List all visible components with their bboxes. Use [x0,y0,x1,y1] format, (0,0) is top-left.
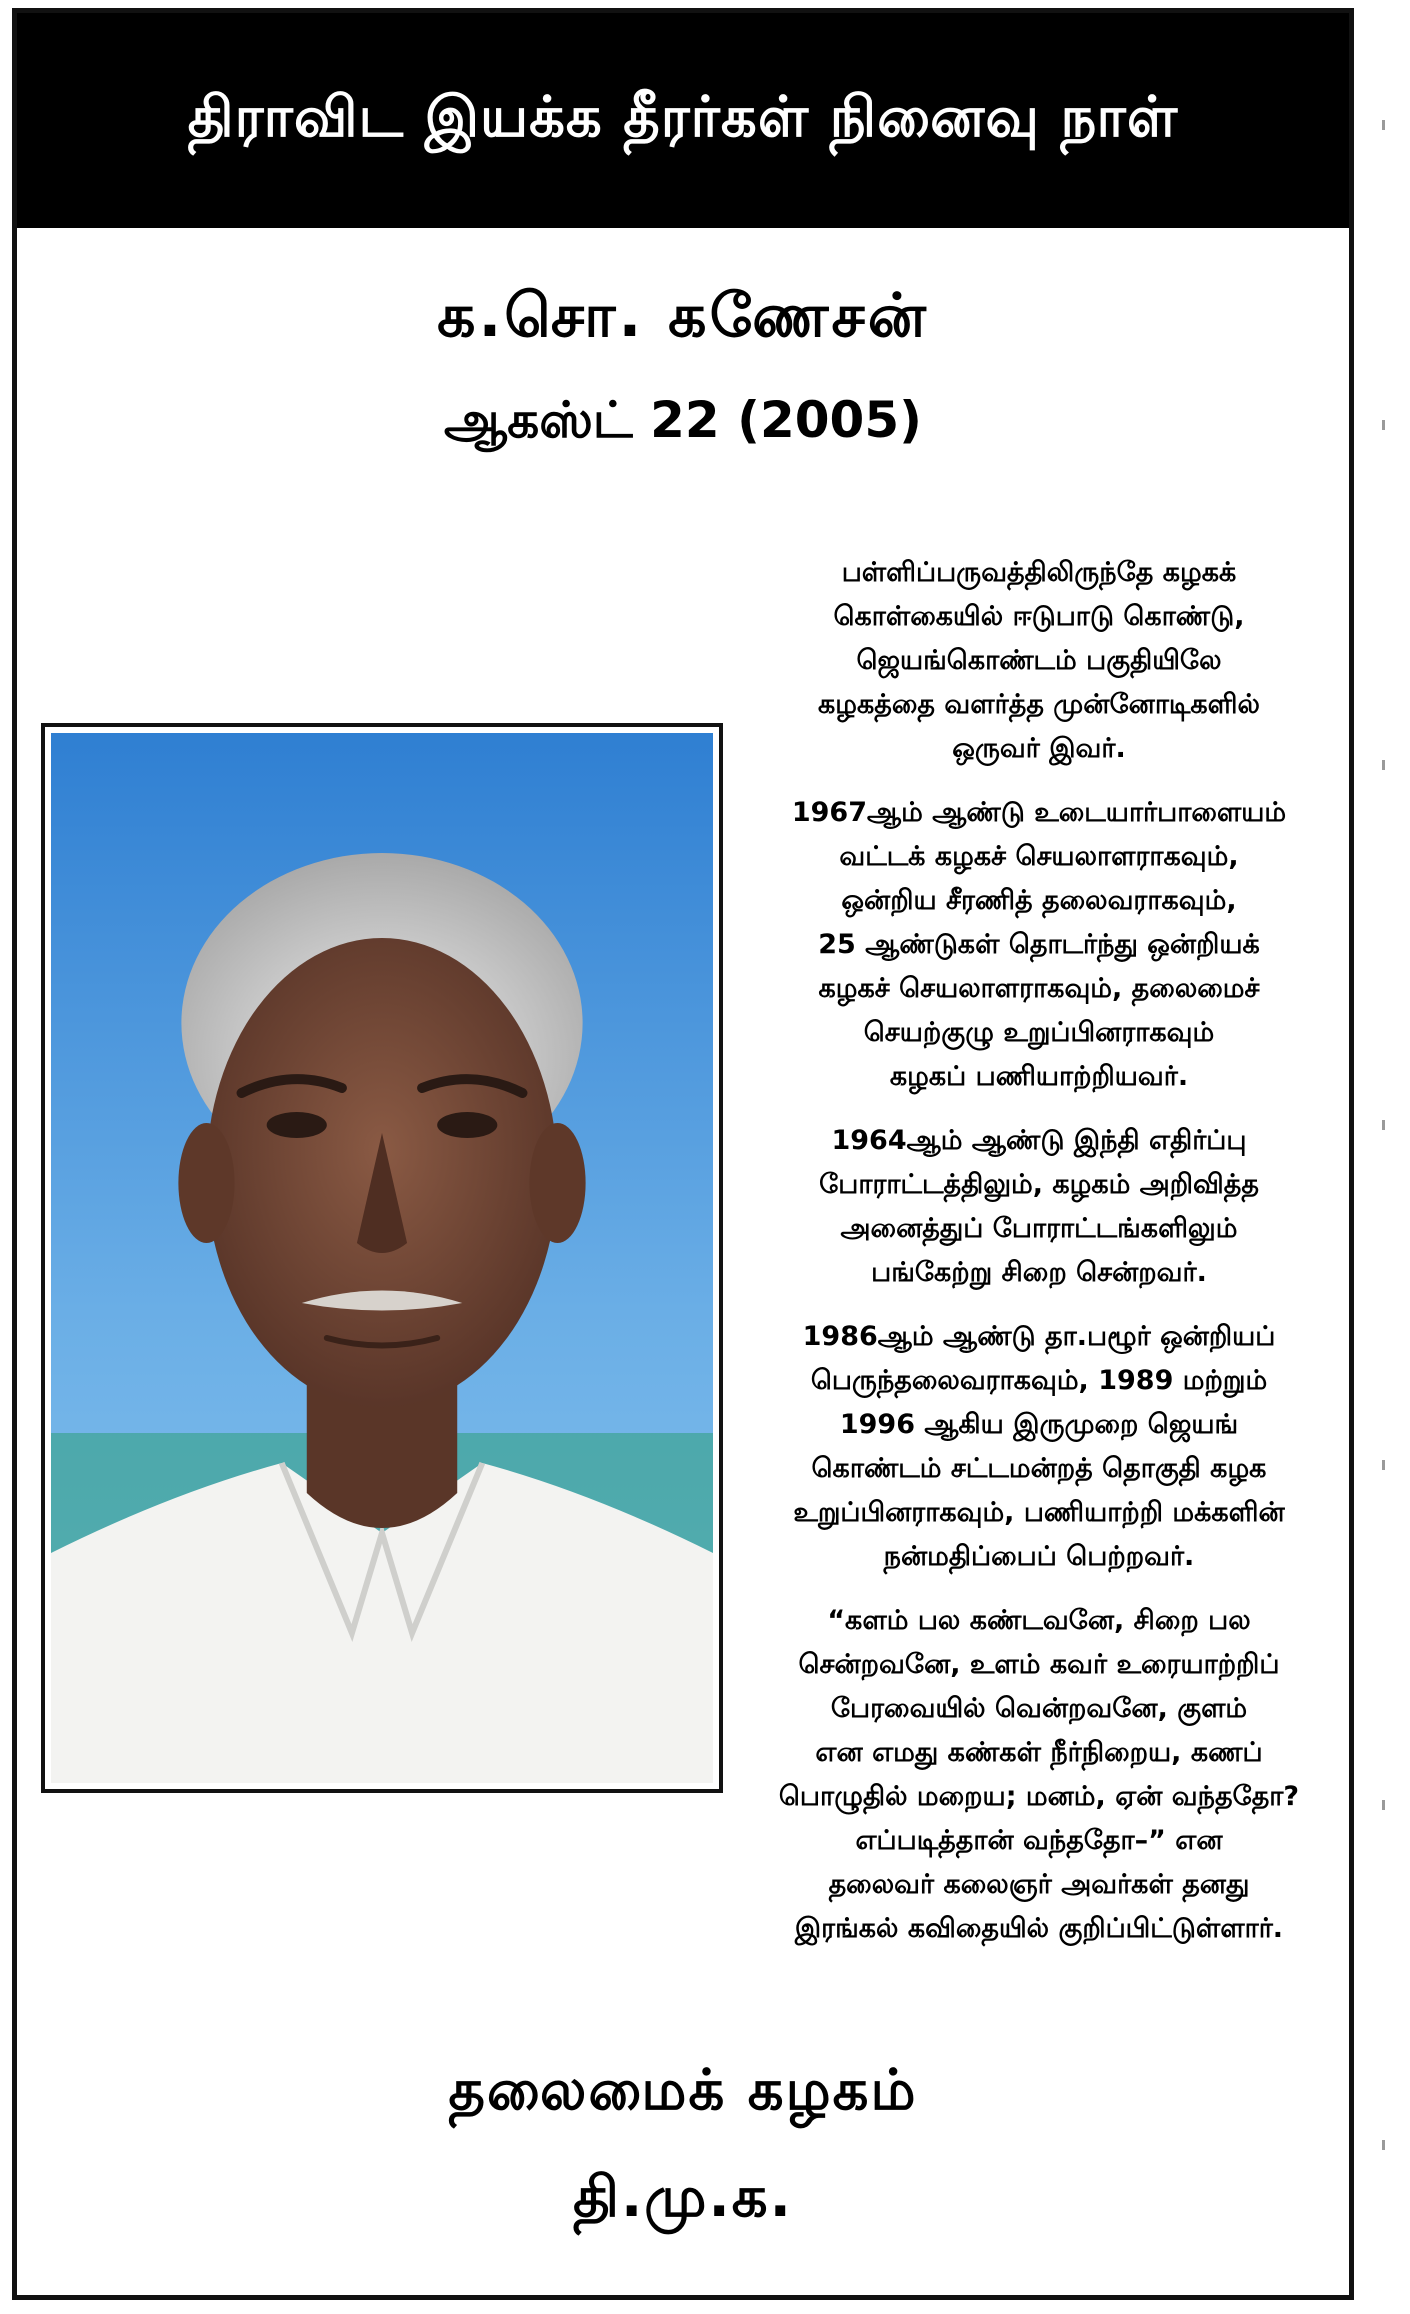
footer-party: தி.மு.க. [573,2165,793,2230]
biography [725,551,1353,1971]
edge-mark [1382,2140,1385,2150]
edge-mark [1382,420,1385,430]
footer-organization: தலைமைக் கழகம் [448,2058,918,2123]
edge-mark [1382,1120,1385,1130]
memorial-notice [12,8,1354,2300]
bio-paragraph: பள்ளிப்பருவத்திலிருந்தே கழகக் கொள்கையில் ஈடுபாடு கொண்டு, ஜெயங்கொண்டம் பகுதியிலே கழகத்தை வளர்த்த முன்னோடிகளில் ஒருவர் இவர். [818,557,1260,764]
portrait-photo [41,723,723,1793]
bio-paragraph: 1964ஆம் ஆண்டு இந்தி எதிர்ப்பு போராட்டத்திலும், கழகம் அறிவித்த அனைத்துப் போராட்டங்களிலும் பங்கேற்று சிறை சென்றவர். [819,1125,1259,1288]
edge-mark [1382,1800,1385,1810]
banner-title: திராவிட இயக்க தீரர்கள் நினைவு நாள் [187,84,1179,150]
memorial-date: ஆகஸ்ட் 22 (2005) [444,391,922,449]
portrait-image [51,733,713,1783]
adjacent-page-edge [1364,0,1410,2314]
header-banner [17,13,1349,228]
bio-paragraph: 1967ஆம் ஆண்டு உடையார்பாளையம் வட்டக் கழகச் செயலாளராகவும், ஒன்றிய சீரணித் தலைவராகவும், 25 ஆண்டுகள் தொடர்ந்து ஒன்றியக் கழகச் செயலாளராகவும், தலைமைச் செயற்குழு உறுப்பினராகவும் கழகப் பணியாற்றியவர். [791,797,1287,1092]
edge-mark [1382,760,1385,770]
bio-quote: “களம் பல கண்டவனே, சிறை பல சென்றவனே, உளம் கவர் உரையாற்றிப் பேரவையில் வென்றவனே, குளம் என எமது கண்கள் நீர்நிறைய, கணப் பொழுதில் மறைய; மனம், ஏன் வந்ததோ? எப்படித்தான் வந்ததோ–” என தலைவர் கலைஞர் அவர்கள் தனது இரங்கல் கவிதையில் குறிப்பிட்டுள்ளார். [778,1605,1300,1944]
person-name: க.சொ. கணேசன் [437,281,929,351]
bio-paragraph: 1986ஆம் ஆண்டு தா.பழூர் ஒன்றியப் பெருந்தலைவராகவும், 1989 மற்றும் 1996 ஆகிய இருமுறை ஜெயங் கொண்டம் சட்டமன்றத் தொகுதி கழக உறுப்பினராகவும், பணியாற்றி மக்களின் நன்மதிப்பைப் பெற்றவர். [793,1321,1285,1572]
edge-mark [1382,120,1385,130]
edge-mark [1382,1460,1385,1470]
